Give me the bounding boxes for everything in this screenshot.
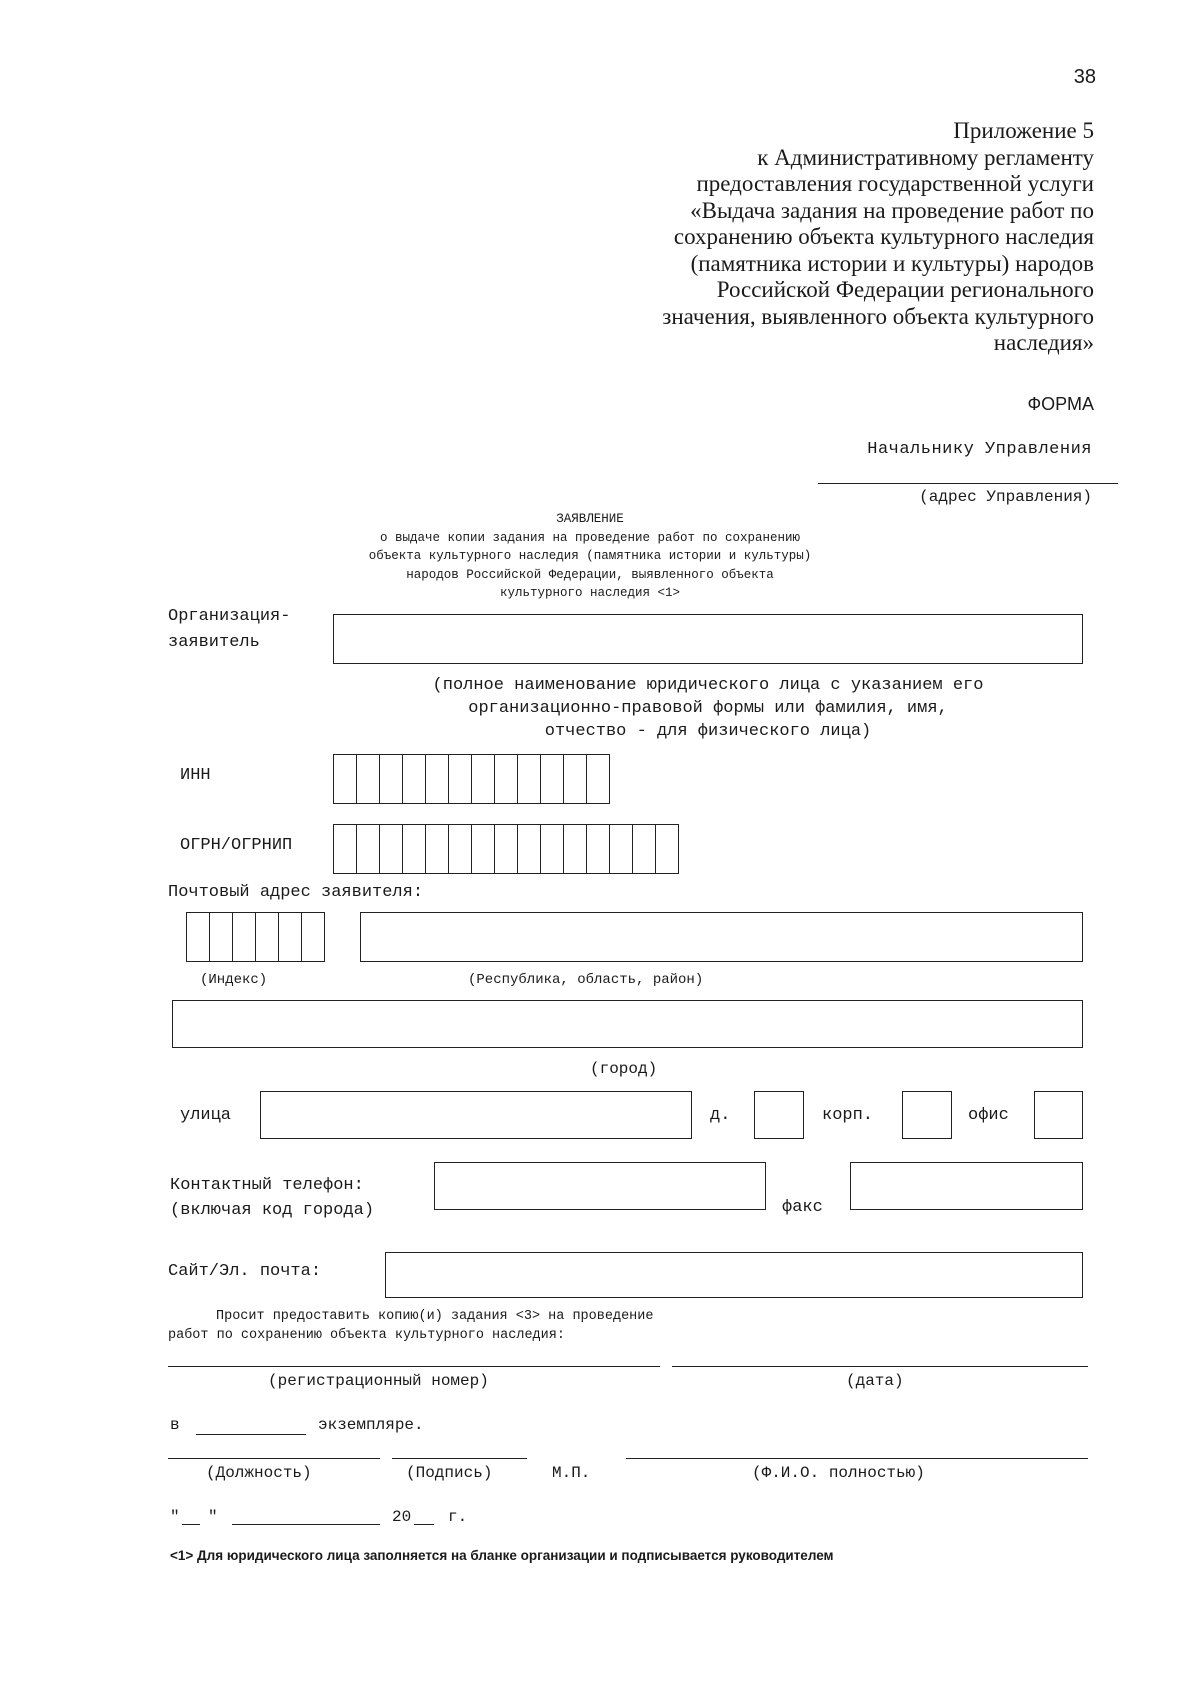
street-label: улица (180, 1106, 232, 1125)
form-label: ФОРМА (1027, 394, 1094, 414)
page-number: 38 (1073, 66, 1096, 88)
ogrn-field[interactable] (333, 824, 679, 874)
day-line[interactable] (182, 1524, 200, 1525)
footnote: <1> Для юридического лица заполняется на бланке организации и подписывается руководителем (170, 1548, 834, 1563)
application-line: народов Российской Федерации, выявленного объекта (406, 567, 774, 582)
phone-field[interactable] (434, 1162, 766, 1210)
application-line: объекта культурного наследия (памятника истории и культуры) (368, 549, 812, 563)
phone-label-line: (включая код города) (170, 1201, 375, 1220)
appendix-line: Российской Федерации регионального (716, 277, 1094, 302)
position-hint: (Должность) (206, 1464, 312, 1482)
signature-line[interactable] (392, 1458, 527, 1459)
day-quote-close: " (208, 1508, 218, 1526)
office-label: офис (968, 1106, 1009, 1125)
copies-count-line[interactable] (196, 1434, 306, 1435)
organization-hint-line: организационно-правовой формы или фамилия, имя, (468, 699, 948, 718)
appendix-line: наследия» (993, 330, 1094, 355)
organization-hint (330, 674, 1086, 743)
phone-label-line: Контактный телефон: (170, 1176, 364, 1195)
ogrn-label: ОГРН/ОГРНИП (180, 836, 293, 855)
appendix-line: (памятника истории и культуры) народов (690, 250, 1094, 276)
organization-label (168, 604, 290, 656)
date-hint: (дата) (846, 1372, 904, 1390)
house-field[interactable] (754, 1091, 804, 1139)
stamp-place: М.П. (552, 1464, 591, 1482)
organization-field[interactable] (333, 614, 1083, 664)
application-line: о выдаче копии задания на проведение работ по сохранению (379, 530, 801, 545)
appendix-line: значения, выявленного объекта культурного (662, 303, 1094, 329)
region-hint: (Республика, область, район) (468, 972, 704, 988)
street-field[interactable] (260, 1091, 692, 1139)
addressee-hint: (адрес Управления) (919, 488, 1092, 506)
inn-field[interactable] (333, 754, 610, 804)
addressee-line[interactable] (818, 483, 1118, 484)
year-suffix: г. (448, 1508, 468, 1526)
signature-hint: (Подпись) (406, 1464, 493, 1482)
reg-number-line[interactable] (168, 1366, 660, 1367)
city-hint: (город) (590, 1060, 658, 1078)
index-hint: (Индекс) (200, 972, 268, 988)
full-name-hint: (Ф.И.О. полностью) (752, 1464, 925, 1482)
appendix-title: Приложение 5 (953, 118, 1094, 143)
year-prefix: 20 (392, 1508, 412, 1526)
application-title-block (330, 510, 850, 603)
organization-hint-line: (полное наименование юридического лица с указанием его (432, 676, 984, 695)
office-field[interactable] (1034, 1091, 1083, 1139)
month-line[interactable] (232, 1524, 380, 1525)
city-field[interactable] (172, 1000, 1083, 1048)
building-label: корп. (822, 1106, 874, 1125)
application-line: культурного наследия <1> (499, 586, 681, 600)
postal-index-field[interactable] (186, 912, 325, 962)
copies-prefix: в (170, 1416, 180, 1434)
region-field[interactable] (360, 912, 1083, 962)
date-line[interactable] (672, 1366, 1088, 1367)
position-line[interactable] (168, 1458, 380, 1459)
postal-address-label: Почтовый адрес заявителя: (168, 883, 424, 902)
fax-field[interactable] (850, 1162, 1083, 1210)
appendix-line: к Административному регламенту (757, 144, 1094, 170)
appendix-line: предоставления государственной услуги (696, 171, 1094, 196)
inn-label: ИНН (180, 766, 211, 785)
request-line: Просит предоставить копию(и) задания <3> на проведение (216, 1309, 654, 1324)
phone-label (170, 1173, 374, 1223)
house-label: д. (710, 1106, 731, 1125)
addressee: Начальнику Управления (867, 440, 1092, 459)
day-quote-open: " (170, 1508, 180, 1526)
building-field[interactable] (902, 1091, 952, 1139)
request-line: работ по сохранению объекта культурного наследия: (168, 1328, 565, 1343)
organization-label-line: заявитель (168, 633, 260, 652)
organization-label-line: Организация- (168, 607, 291, 626)
organization-hint-line: отчество - для физического лица) (544, 722, 872, 741)
copies-suffix: экземпляре. (318, 1416, 424, 1434)
full-name-line[interactable] (626, 1458, 1088, 1459)
fax-label: факс (782, 1198, 823, 1217)
year-line[interactable] (414, 1524, 434, 1525)
site-email-label: Сайт/Эл. почта: (168, 1262, 322, 1281)
appendix-header (574, 118, 1094, 357)
site-email-field[interactable] (385, 1252, 1083, 1298)
application-title: ЗАЯВЛЕНИЕ (556, 512, 624, 526)
appendix-line: сохранению объекта культурного наследия (673, 224, 1094, 249)
reg-number-hint: (регистрационный номер) (268, 1372, 489, 1390)
appendix-line: «Выдача задания на проведение работ по (690, 197, 1094, 223)
